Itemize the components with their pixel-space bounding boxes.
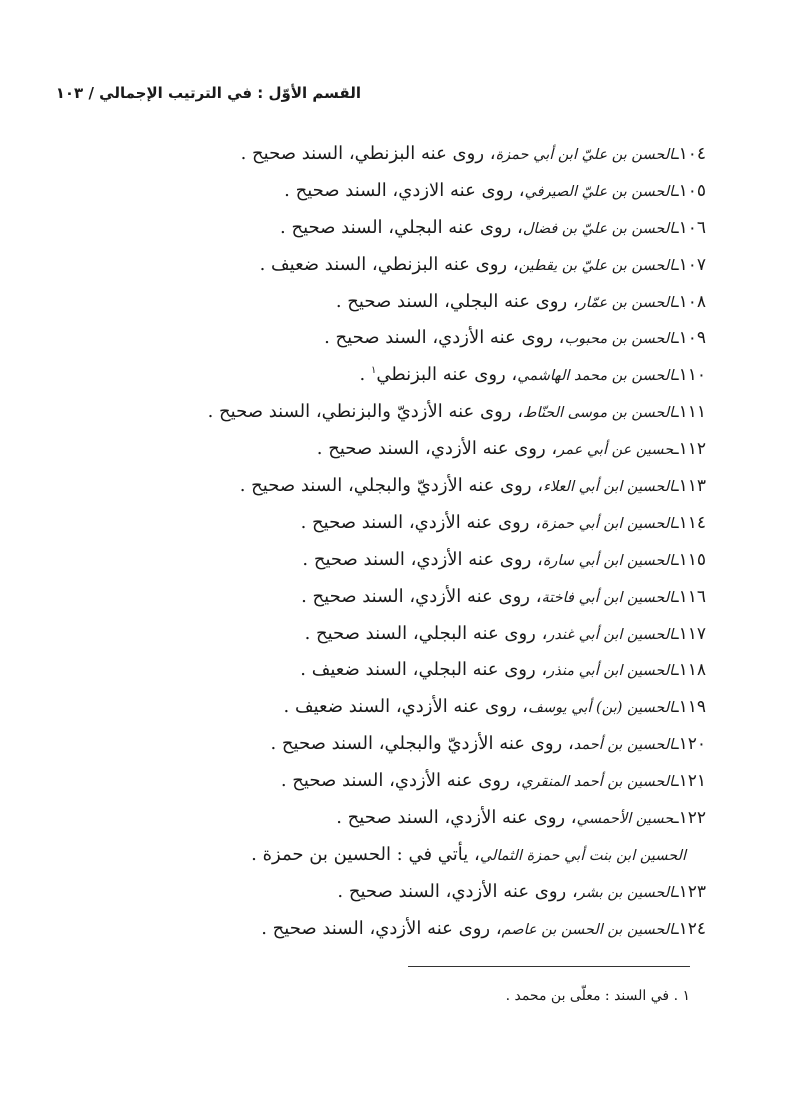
list-item	[66, 616, 706, 653]
narrator-name: الحسين ابن أبي سارة	[542, 552, 674, 569]
entry-number: ١١٠ـ	[673, 365, 706, 386]
entry-text: ، روى عنه الأزدي، السند ضعيف .	[283, 696, 528, 718]
entry-text-end: .	[359, 364, 371, 386]
entry-text: ، روى عنه البزنطي، السند ضعيف .	[259, 253, 519, 275]
list-item	[66, 837, 706, 874]
narrator-name: حسين الأحمسي	[576, 811, 674, 828]
narrator-name: الحسن بن موسى الحنّاط	[523, 405, 674, 422]
narrator-name: الحسين (بن) أبي يوسف	[528, 700, 674, 717]
entry-text: ، روى عنه البجلي، السند صحيح .	[304, 622, 548, 644]
entry-text: ، روى عنه الأزدي، السند صحيح .	[316, 438, 558, 460]
narrator-name: الحسين ابن أبي العلاء	[543, 479, 674, 496]
entry-text: ، روى عنه الأزدي، السند صحيح .	[336, 807, 577, 829]
entry-text: ، روى عنه الازدي، السند صحيح .	[284, 179, 525, 201]
entry-number: ١٢١ـ	[673, 771, 706, 792]
entry-number: ١٢٢ـ	[673, 808, 706, 829]
entry-number: ١١٥ـ	[673, 549, 706, 570]
narrator-name: الحسين بن الحسن بن عاصم	[501, 921, 674, 938]
narrator-name: الحسين بن أحمد	[573, 737, 674, 754]
entry-text: ، روى عنه البجلي، السند صحيح .	[280, 216, 523, 238]
narrator-name: الحسن بن عليّ بن يقطين	[518, 257, 674, 274]
entry-text: ، روى عنه البجلي، السند ضعيف .	[300, 659, 548, 681]
entry-number: ١٢٤ـ	[673, 918, 706, 939]
entry-text: ، روى عنه الأزديّ والبزنطي، السند صحيح .	[207, 401, 524, 423]
list-item	[66, 210, 706, 247]
footnote-marker: ١	[370, 365, 377, 377]
entry-number: ١٠٩ـ	[673, 328, 706, 349]
list-item	[66, 579, 706, 616]
narrator-name: الحسين ابن أبي حمزة	[541, 515, 674, 532]
footnote-divider	[408, 966, 690, 967]
narrator-name: الحسن بن عمّار	[578, 294, 674, 311]
entry-number: ١١٧ـ	[673, 623, 706, 644]
narrator-name: الحسين ابن بنت أبي حمزة الثمالي	[479, 847, 686, 864]
entry-number: ١٠٤ـ	[673, 144, 706, 164]
entry-number: ١٢٠ـ	[673, 734, 706, 755]
list-item	[66, 173, 706, 210]
entry-text: ، روى عنه الأزدي، السند صحيح .	[301, 585, 542, 607]
entry-text: ، روى عنه الأزدي، السند صحيح .	[280, 770, 522, 792]
section-title: القسم الأوّل : في الترتيب الإجمالي /	[88, 84, 361, 102]
entry-number: ١١٢ـ	[673, 439, 706, 460]
entry-number: ١١٦ـ	[673, 586, 706, 607]
narrator-name: الحسين ابن أبي غندر	[547, 626, 674, 643]
list-item	[66, 247, 706, 284]
list-item	[66, 911, 706, 948]
list-item	[66, 505, 706, 542]
entry-number: ١١٩ـ	[673, 697, 706, 718]
narrator-name: حسين عن أبي عمر	[557, 442, 674, 459]
entry-number: ١٠٧ـ	[673, 254, 706, 275]
list-item	[66, 800, 706, 837]
narrator-name: الحسين ابن أبي فاختة	[541, 589, 674, 606]
footnote: ١ . في السند : معلّى بن محمد .	[505, 988, 690, 1004]
list-item	[66, 689, 706, 726]
narrator-name: الحسن بن محمد الهاشمي	[517, 368, 674, 385]
entry-text: ، روى عنه الأزديّ والبجلي، السند صحيح .	[270, 733, 574, 755]
narrator-name: الحسن بن عليّ بن فضال	[522, 220, 674, 237]
entry-text: ، روى عنه الأزدي، السند صحيح .	[302, 548, 543, 570]
list-item	[66, 357, 706, 394]
entry-number: ١٢٣ـ	[673, 881, 706, 902]
list-item	[66, 726, 706, 763]
narrator-name: الحسن بن عليّ ابن أبي حمزة	[495, 147, 674, 163]
list-item	[66, 542, 706, 579]
list-item	[66, 874, 706, 911]
entry-text: ، روى عنه الأزدي، السند صحيح .	[300, 511, 542, 533]
page-number: ١٠٣	[55, 84, 84, 102]
narrator-name: الحسين ابن أبي منذر	[547, 663, 674, 680]
narrator-name: الحسين بن أحمد المنقري	[521, 774, 674, 791]
entry-text: ، روى عنه الأزدي، السند صحيح .	[337, 880, 578, 902]
list-item	[66, 284, 706, 321]
entry-text: ، يأتي في : الحسين بن حمزة .	[251, 843, 480, 865]
entry-number: ١١٤ـ	[673, 512, 706, 533]
entry-number: ١٠٦ـ	[673, 217, 706, 238]
entry-number: ١١١ـ	[673, 402, 706, 423]
narrator-name: الحسن بن محبوب	[564, 331, 674, 348]
entry-number: ١٠٨ـ	[673, 291, 706, 312]
entry-number: ١١٣ـ	[673, 476, 706, 497]
list-item	[66, 320, 706, 357]
list-item	[66, 652, 706, 689]
page-header	[55, 84, 361, 102]
entry-text: ، روى عنه البزنطي	[376, 364, 518, 386]
entry-text: ، روى عنه الأزدي، السند صحيح .	[261, 917, 502, 939]
list-item	[66, 431, 706, 468]
entry-list	[66, 136, 706, 948]
entry-text: ، روى عنه الأزدي، السند صحيح .	[324, 327, 565, 349]
entry-number: ١٠٥ـ	[673, 180, 706, 201]
narrator-name: الحسن بن عليّ الصيرفي	[524, 183, 674, 200]
list-item	[66, 468, 706, 505]
list-item	[66, 394, 706, 431]
list-item	[66, 136, 706, 173]
narrator-name: الحسين بن بشر	[577, 884, 674, 901]
entry-text: ، روى عنه البجلي، السند صحيح .	[335, 290, 579, 312]
entry-text: ، روى عنه البزنطي، السند صحيح .	[240, 143, 496, 164]
list-item	[66, 763, 706, 800]
entry-number: ١١٨ـ	[673, 660, 706, 681]
entry-text: ، روى عنه الأزديّ والبجلي، السند صحيح .	[239, 475, 544, 497]
